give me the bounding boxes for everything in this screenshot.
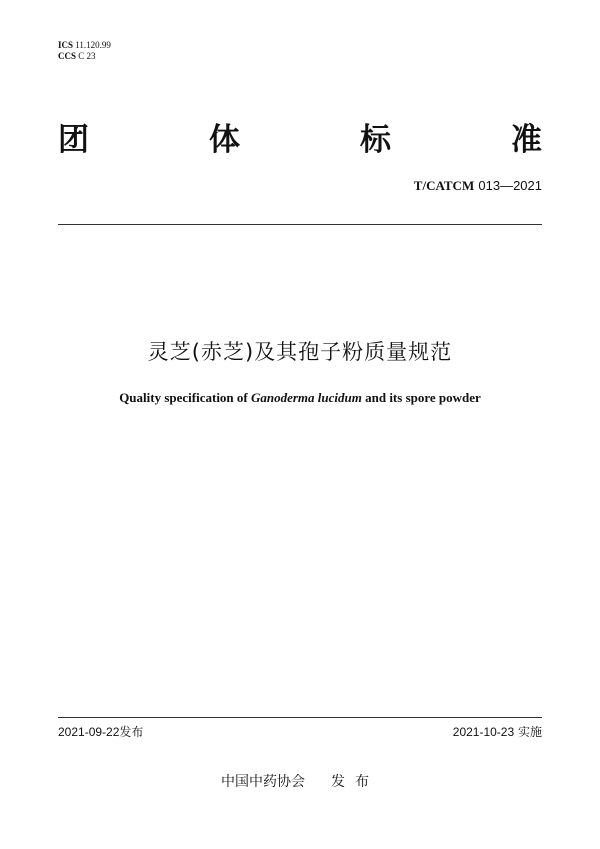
ccs-line [58,51,111,62]
footer-divider [58,717,542,718]
header-divider [58,224,542,225]
title-english-scientific-name: Ganoderma lucidum [250,390,362,405]
publisher-organization: 中国中药协会 [221,774,305,790]
title-english-prefix: Quality specification of [119,390,248,405]
issue-date-line [58,724,143,740]
standard-code [414,178,542,195]
standard-kind-char: 团 [58,122,89,158]
ccs-code: C 23 [78,51,96,61]
standard-kind-char: 准 [511,122,542,158]
title-english-suffix: and its spore powder [365,390,481,405]
ics-code: 11.120.99 [75,40,111,50]
ics-label: ICS [58,40,74,50]
ccs-label: CCS [58,51,77,61]
title-english [0,390,600,406]
standard-kind-char: 标 [360,122,391,158]
classification-codes [58,40,111,62]
ics-line [58,40,111,51]
issue-date: 2021-09-22 [58,725,120,739]
standard-code-number: 013—2021 [478,178,542,193]
implementation-date-line [453,724,542,740]
standard-code-prefix: T/CATCM [413,178,475,193]
implementation-date: 2021-10-23 [452,725,515,739]
implementation-label: 实施 [517,725,542,739]
publisher-line [0,773,600,791]
standard-kind-heading [58,120,542,160]
standard-kind-char: 体 [209,122,240,158]
title-chinese: 灵芝(赤芝)及其孢子粉质量规范 [147,340,453,364]
issue-label: 发布 [119,725,144,739]
publisher-action: 发布 [331,774,379,790]
